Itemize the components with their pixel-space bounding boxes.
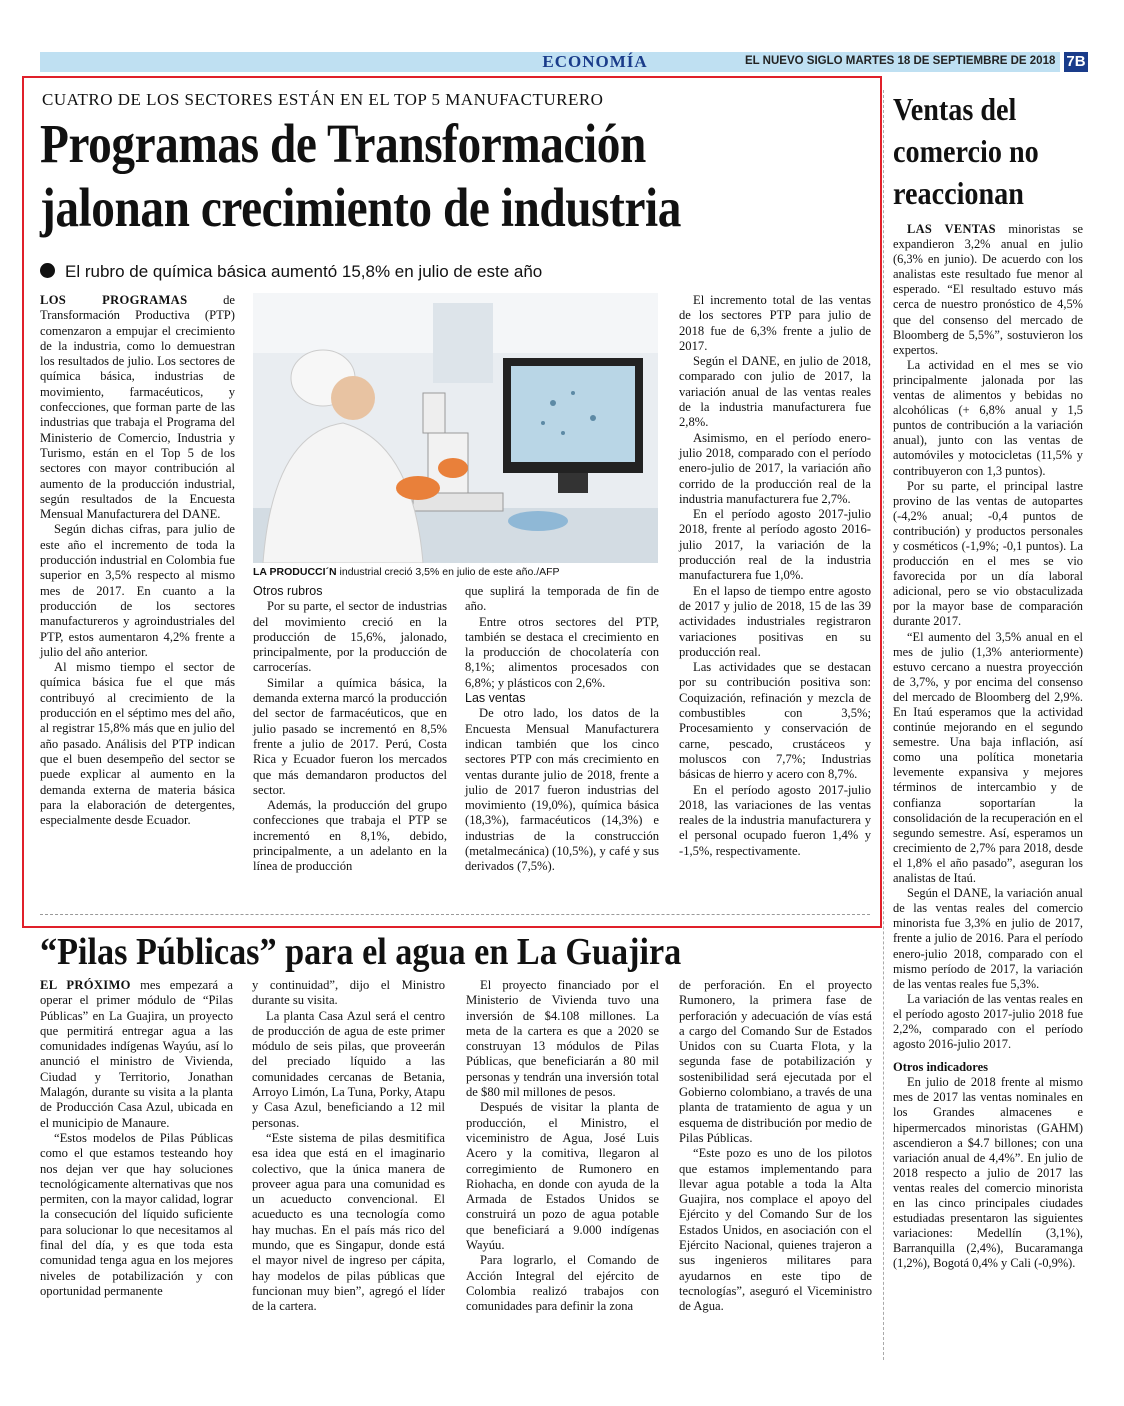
subheadline [40, 262, 542, 282]
bullet-icon [40, 263, 55, 278]
paragraph: Al mismo tiempo el sector de química básica fue el que más contribuyó al crecimiento de la producción en el séptimo mes del año, al registrar 15,8% más que en julio del año pasado. Análisis del PTP indican que el buen desempeño del sector se puede explicar al aumento en la demanda externa de materia básica para la elaboración de detergentes, especialmente desde Ecuador. [40, 660, 235, 828]
main-headline: Programas de Transformación jalonan crecimiento de industria [40, 113, 681, 238]
lead-in: EL PRÓXIMO [40, 978, 131, 992]
paragraph: La actividad en el mes se vio principalmente jalonada por las ventas de alimentos y bebidas no alcohólicas (+ 6,8% anual y 1,5 puntos de contribución a la variación anual), junto con las ventas de automóviles y motocicletas (11,5% y contribuyeron con 1,3 puntos). [893, 357, 1083, 478]
lab-photo [253, 293, 658, 563]
paragraph: En el período agosto 2017-julio 2018, frente al período agosto 2016-julio 2017, la variación de la producción real de la industria manufacturera fue 1,0%. [679, 507, 871, 583]
paragraph: Según el DANE, en julio de 2018, comparado con julio de 2017, la variación anual de las ventas reales de la industria manufacturera fue 2,8%. [679, 354, 871, 430]
paragraph: Entre otros sectores del PTP, también se destaca el crecimiento en la producción de chocolatería con 8,1%; alimentos procesados con 6,8%; y plásticos con 2,6%. [465, 614, 659, 690]
paragraph: En el lapso de tiempo entre agosto de 2017 y julio de 2018, 15 de las 39 actividades industriales registraron variaciones positivas en su producción real. [679, 583, 871, 659]
paragraph: “Este sistema de pilas desmitifica esa idea que está en el imaginario colectivo, que la única manera de proveer agua para una comunidad es un acueducto convencional. El acueducto es una tecnología como hay muchas. En el país más rico del mundo, que es Singapur, donde está el mayor nivel de ingreso per cápita, hay modelos de pilas públicas que funcionan muy bien”, agregó el líder de la cartera. [252, 1130, 445, 1314]
main-col-4 [679, 293, 871, 859]
column-rule [883, 90, 884, 1360]
subsection-heading: Otros rubros [253, 584, 323, 598]
subsection-heading: Otros indicadores [893, 1060, 989, 1075]
paragraph: minoristas se expandieron 3,2% anual en julio (6,3% en junio). De acuerdo con los analistas este resultado fue menor al esperado. “El resultado estuvo más cerca de nuestro pronóstico de 4,5% que del consenso del mercado de Bloomberg de 5,5%”, sostuvieron los expertos. [893, 222, 1083, 357]
main-col-2 [253, 584, 447, 875]
paragraph: El incremento total de las ventas de los sectores PTP para julio de 2018 fue de 6,3% frente a julio de 2017. [679, 293, 871, 353]
paragraph: En el período agosto 2017-julio 2018, las variaciones de las ventas reales de la industria manufacturera y el personal ocupado fueron 1,4% y -1,5%, respectivamente. [679, 782, 871, 858]
paragraph: El proyecto financiado por el Ministerio de Vivienda tuvo una inversión de $4.108 millones. La meta de la cartera es que a 2020 se construyan 13 módulos de Pilas Públicas, que beneficiarán a 80 mil personas y tendrán una inversión total de $80 mil millones de pesos. [466, 978, 659, 1100]
paragraph: de Transformación Productiva (PTP) comenzaron a empujar el crecimiento de la industria, como lo demuestran los resultados de julio. Los sectores de química básica, industrias de movimiento, farmacéuticos, y confecciones, que forman parte de las industrias que trabaja el Programa del Ministerio de Comercio, Industria y Turismo, están en el Top 5 de los sectores con mayor contribución al aumento de la producción industrial, según resultados de la Encuesta Mensual Manufacturera del DANE. [40, 293, 235, 522]
paragraph: “Estos modelos de Pilas Públicas como el que estamos testeando hoy nos dejan ver que hay soluciones tecnológicamente alternativas que nos permiten, con la mayor calidad, lograr la consecución del líquido suficiente para solucionar lo que necesitamos al final del día, y es que toda esta comunidad tenga agua en los mejores niveles de potabilización y con oportunidad permanente [40, 1130, 233, 1298]
paragraph: Asimismo, en el período enero-julio 2018, comparado con el período enero-julio de 2017, la variación año corrido de la producción real de la industria manufacturera fue 2,7%. [679, 430, 871, 506]
lead-in: LOS PROGRAMAS [40, 293, 188, 307]
paragraph: “Este pozo es uno de los pilotos que estamos implementando para llevar agua potable a toda la Alta Guajira, nos complace el apoyo del Ejército y del Comando Sur de los Estados Unidos, en asociación con el Ejército Nacional, quienes trajeron a sus ingenieros militares para ayudarnos en este tipo de tecnologías”, aseguró el Viceministro de Agua. [679, 1146, 872, 1314]
lead-in: LAS VENTAS [907, 222, 996, 236]
paragraph: mes empezará a operar el primer módulo de “Pilas Públicas” en La Guajira, un proyecto que permitirá entregar agua a las comunidades indígenas Wayúu, así lo anunció el ministro de Vivienda, Ciudad y Territorio, Jonathan Malagón, durante su visita a la planta de Producción Casa Azul, ubicada en el municipio de Manaure. [40, 978, 233, 1130]
paragraph: Las actividades que se destacan por su contribución positiva son: Coquización, refinación y mezcla de combustibles con 3,5%; Procesamiento y conservación de carne, pescado, crustáceos y moluscos con 7,7%; Industrias básicas de hierro y acero con 8,7%. [679, 660, 871, 782]
paragraph: y continuidad”, dijo el Ministro durante su visita. [252, 978, 445, 1008]
paragraph: Después de visitar la planta de producción, el Ministro, el viceministro de Agua, José Luis Acero y la comitiva, llegaron al corregimiento de Rumonero en Riohacha, en donde con ayuda de la Armada de Estados Unidos se construirá un pozo de agua potable que beneficiará a 9.000 indígenas Wayúu. [466, 1100, 659, 1253]
paragraph: Según dichas cifras, para julio de este año el incremento de toda la producción industrial en Colombia fue superior en 3,5% respecto al mismo mes de 2017. En cuanto a la producción de los sectores manufactureros y agroindustriales del PTP, estos aumentaron 4,2% frente a julio del año anterior. [40, 522, 235, 659]
caption-text: industrial creció 3,5% en julio de este año./AFP [336, 566, 560, 578]
dateline: EL NUEVO SIGLO MARTES 18 DE SEPTIEMBRE DE 2018 [745, 55, 1056, 67]
photo-caption [253, 566, 658, 578]
paragraph: Según el DANE, la variación anual de las ventas reales del comercio minorista fue 3,3% en julio de 2017, frente a julio de 2016. Para el período enero-julio 2018, comparado con el mismo período de 2017, la variación de las ventas reales fue 5,3%. [893, 886, 1083, 991]
second-col-3 [466, 978, 659, 1315]
divider [40, 914, 870, 915]
paragraph: La variación de las ventas reales en el período agosto 2017-julio 2018 fue 2,2%, comparado con el período agosto 2016-julio 2017. [893, 991, 1083, 1052]
section-label: ECONOMÍA [542, 52, 648, 71]
sidebar-headline: Ventas del comercio no reaccionan [893, 91, 1039, 211]
second-col-4 [679, 978, 872, 1315]
paragraph: de perforación. En el proyecto Rumonero, la primera fase de perforación y adecuación de vías está a cargo del Comando Sur de Estados Unidos con su Cuarta Flota, y la segunda fase de potabilización y sostenibilidad será ejecutada por el Gobierno colombiano, a través de una planta de tratamiento de agua y un esquema de distribución por medio de Pilas Públicas. [679, 978, 872, 1145]
sidebar-column [893, 222, 1083, 1271]
main-col-3 [465, 584, 659, 875]
paragraph: Similar a química básica, la demanda externa marcó la producción del sector de farmacéuticos, que en julio pasado se incrementó en 8,5% frente a julio de 2017. Perú, Costa Rica y Ecuador fueron los mercados que más demandaron productos del sector. [253, 675, 447, 797]
second-col-2 [252, 978, 445, 1315]
paragraph: Por su parte, el principal lastre provino de las ventas de autopartes (-4,2% anual; -0,4 puntos de contribución) y productos personales y cosméticos (-1,9%; -0,1 puntos). La producción en el mes se vio favorecida por un día laboral adicional, pero se vio obstaculizada por la mayor base de comparación durante 2017. [893, 478, 1083, 629]
caption-lead: LA PRODUCCI´N [253, 566, 337, 578]
subsection-heading: Las ventas [465, 691, 526, 706]
second-headline: “Pilas Públicas” para el agua en La Guajira [40, 931, 682, 973]
kicker: CUATRO DE LOS SECTORES ESTÁN EN EL TOP 5 MANUFACTURERO [42, 90, 604, 109]
second-col-1 [40, 978, 233, 1299]
paragraph: Además, la producción del grupo confecciones que trabaja el PTP se incrementó en 8,1%, debido, principalmente, a un adelanto en la línea de producción [253, 798, 447, 874]
paragraph: De otro lado, los datos de la Encuesta Mensual Manufacturera indican también que los cinco sectores PTP con más crecimiento en ventas durante julio de 2018, frente a julio de 2017 fueron industrias del movimiento (19,0%), química básica (18,3%), farmacéuticos (14,3%) e industrias de la construcción (metalmecánica) (10,5%), y café y sus derivados (7,5%). [465, 706, 659, 874]
paragraph: Para lograrlo, el Comando de Acción Integral del ejército de Colombia realizó trabajos con comunidades para definir la zona [466, 1253, 659, 1314]
paragraph: En julio de 2018 frente al mismo mes de 2017 las ventas nominales en los Grandes almacenes e hipermercados minoristas (GAHM) ascendieron a $4.7 billones; con una variación anual de 4,4%”. En julio de 2018 respecto a julio de 2017 las ventas reales del comercio minorista en las cinco principales ciudades estudiadas presentaron las siguientes variaciones: Medellín (3,1%), Barranquilla (2,4%), Bucaramanga (1,2%), Bogotá 0,4% y Cali (-0,9%). [893, 1075, 1083, 1271]
paragraph: “El aumento del 3,5% anual en el mes de julio (1,3% anteriormente) estuvo cercano a nuestra proyección de 3,7%, y por encima del consenso del mercado de Bloomberg del 2,9%. En Itaú esperamos que la actividad continúe mejorando en el segundo semestre. Una baja inflación, así como una política monetaria levemente expansiva y mejores términos de intercambio y de confianza soportarían la consolidación de la recuperación en el segundo semestre. Así, esperamos un crecimiento de 2,7% para 2018, desde el 1,8% el año pasado”, aseguran los analistas de Itaú. [893, 629, 1083, 886]
main-col-1 [40, 293, 235, 828]
subheadline-text: El rubro de química básica aumentó 15,8% en julio de este año [65, 262, 543, 281]
paragraph: Por su parte, el sector de industrias del movimiento creció en la producción de 15,6%, jalonado, principalmente, por la producción de carrocerías. [253, 599, 447, 675]
paragraph: que suplirá la temporada de fin de año. [465, 584, 659, 614]
page-number: 7B [1064, 52, 1088, 72]
paragraph: La planta Casa Azul será el centro de producción de agua de este primer módulo de seis pilas, que proveerán del preciado líquido a las comunidades cercanas de Betania, Arroyo Limón, La Tuna, Porky, Atapu y Casa Azul, beneficiando a 12 mil personas. [252, 1008, 445, 1130]
page-header [40, 52, 1084, 74]
